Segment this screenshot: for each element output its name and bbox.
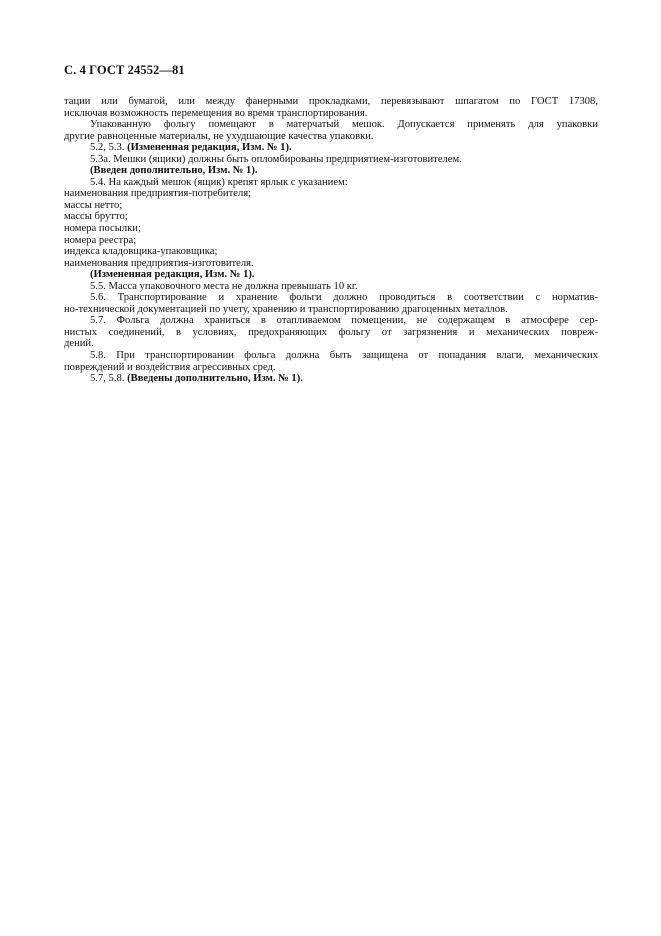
clause-5-7-line-3: дений. xyxy=(64,338,94,350)
clause-5-8-line-2: повреждений и воздействия агрессивных сред. xyxy=(64,361,276,373)
clause-5-6-line-2: но-технической документацией по учету, хранению и транспортированию драгоценных металлов. xyxy=(64,303,508,315)
clause-5-8-line-1: 5.8. При транспортировании фольга должна быть защищена от попадания влаги, механических xyxy=(90,350,598,362)
paragraph-packing-line-1: Упакованную фольгу помещают в матерчатый мешок. Допускается применять для упаковки xyxy=(90,119,598,131)
label-list-item: массы нетто; xyxy=(64,199,123,211)
paragraph-packing-line-2: другие равноценные материалы, не ухудшающие качества упаковки. xyxy=(64,130,374,142)
label-list-item: номера посылки; xyxy=(64,223,141,235)
clause-5-5: 5.5. Масса упаковочного места не должна превышать 10 кг. xyxy=(90,280,358,292)
amendment-note-5-4: (Измененная редакция, Изм. № 1). xyxy=(90,269,255,281)
clause-5-7-5-8 xyxy=(64,373,598,385)
amendment-note: (Измененная редакция, Изм. № 1). xyxy=(127,142,292,154)
clause-number: 5.2, 5.3. xyxy=(90,142,125,154)
clause-5-3a: 5.3а. Мешки (ящики) должны быть опломбированы предприятием-изготовителем. xyxy=(90,153,462,165)
clause-5-6-line-1: 5.6. Транспортирование и хранение фольги должно проводиться в соответствии с норматив- xyxy=(90,292,598,304)
clause-number: 5.7, 5.8. xyxy=(90,373,125,385)
label-list-item: наименования предприятия-потребителя; xyxy=(64,188,252,200)
paragraph-continuation-line-1: тации или бумагой, или между фанерными прокладками, перевязывают шпагатом по ГОСТ 17308, xyxy=(64,96,598,107)
document-body xyxy=(64,96,598,385)
label-list-item: индекса кладовщика-упаковщика; xyxy=(64,246,218,258)
clause-5-7-line-2: нистых соединений, в условиях, предохраняющих фольгу от загрязнения и механических повреж- xyxy=(64,326,598,338)
paragraph-continuation-line-2: исключая возможность перемещения во время транспортирования. xyxy=(64,107,368,119)
label-list-item: массы брутто; xyxy=(64,211,128,223)
clause-5-4: 5.4. На каждый мешок (ящик) крепят ярлык с указанием: xyxy=(90,176,348,188)
label-list-item: наименования предприятия-изготовителя. xyxy=(64,257,254,269)
label-list-item: номера реестра; xyxy=(64,234,137,246)
amendment-note: (Введены дополнительно, Изм. № 1). xyxy=(127,373,303,385)
clause-5-2-5-3 xyxy=(64,142,598,154)
clause-5-7-line-1: 5.7. Фольга должна храниться в отапливаемом помещении, не содержащем в атмосфере сер- xyxy=(90,315,598,327)
page-header: С. 4 ГОСТ 24552—81 xyxy=(64,63,185,77)
amendment-note-5-3a: (Введен дополнительно, Изм. № 1). xyxy=(90,165,258,177)
